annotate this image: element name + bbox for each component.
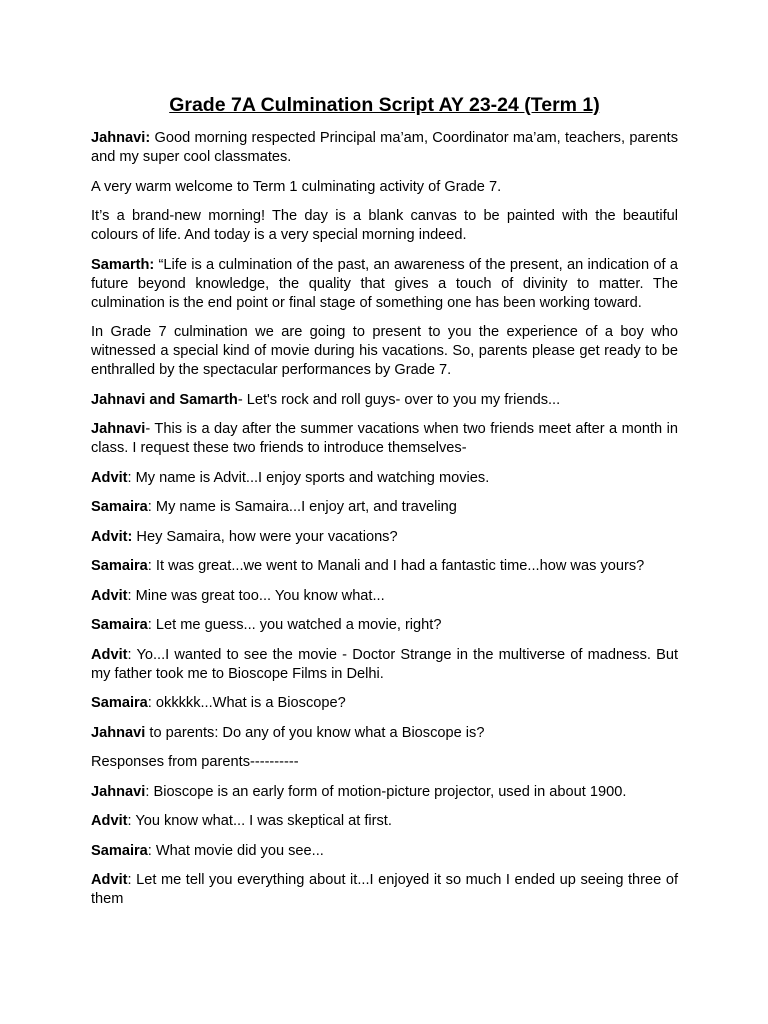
script-paragraph — [91, 753, 678, 772]
document-title: Grade 7A Culmination Script AY 23-24 (Term 1) — [169, 94, 600, 116]
paragraph-text: It’s a brand-new morning! The day is a blank canvas to be painted with the beautiful colours of life. And today is a very special morning indeed. — [91, 208, 678, 243]
script-paragraph — [91, 842, 678, 861]
document-body — [91, 129, 678, 909]
speaker-name: Samaira — [91, 842, 148, 859]
speaker-name: Samaira — [91, 617, 148, 633]
speaker-name: Jahnavi — [91, 724, 146, 741]
speaker-name: Advit — [91, 587, 128, 604]
paragraph-text: : My name is Advit...I enjoy sports and watching movies. — [127, 469, 490, 486]
speaker-name: Samaira — [91, 695, 148, 711]
paragraph-text: A very warm welcome to Term 1 culminating activity of Grade 7. — [91, 178, 502, 195]
script-paragraph — [91, 694, 678, 713]
paragraph-text: : My name is Samaira...I enjoy art, and traveling — [147, 499, 457, 515]
paragraph-text: - This is a day after the summer vacations when two friends meet after a month in class. I request these two friends to introduce themselves- — [91, 421, 678, 456]
paragraph-text: Responses from parents---------- — [91, 754, 299, 770]
paragraph-text: : Bioscope is an early form of motion-picture projector, used in about 1900. — [145, 783, 627, 800]
speaker-name: Jahnavi — [91, 783, 146, 800]
script-paragraph — [91, 724, 678, 743]
speaker-name: Samaira — [91, 558, 148, 574]
speaker-name: Samaira — [91, 499, 148, 515]
paragraph-text: : Let me guess... you watched a movie, right? — [147, 617, 442, 633]
paragraph-text: Hey Samaira, how were your vacations? — [132, 528, 398, 545]
script-paragraph — [91, 323, 678, 380]
speaker-name: Advit — [91, 872, 128, 888]
script-paragraph — [91, 256, 678, 313]
script-paragraph — [91, 469, 678, 488]
paragraph-text: “Life is a culmination of the past, an awareness of the present, an indication of a future beyond knowledge, the quality that gives a touch of divinity to matter. The culmination is the end point or final stage of something one has been working toward. — [91, 256, 678, 311]
paragraph-text: Good morning respected Principal ma’am, Coordinator ma’am, teachers, parents and my super cool classmates. — [91, 130, 678, 165]
script-paragraph — [91, 646, 678, 684]
script-paragraph — [91, 587, 678, 606]
paragraph-text: : It was great...we went to Manali and I had a fantastic time...how was yours? — [147, 558, 645, 574]
speaker-name: Jahnavi: — [91, 130, 151, 146]
script-paragraph — [91, 557, 678, 576]
script-paragraph — [91, 528, 678, 547]
paragraph-text: : You know what... I was skeptical at first. — [127, 813, 392, 829]
speaker-name: Advit — [91, 646, 128, 663]
speaker-name: Jahnavi and Samarth — [91, 391, 238, 408]
paragraph-text: : What movie did you see... — [147, 842, 324, 859]
paragraph-text: : Yo...I wanted to see the movie - Doctor Strange in the multiverse of madness. But my father took me to Bioscope Films in Delhi. — [91, 646, 678, 682]
speaker-name: Advit: — [91, 528, 133, 545]
script-paragraph — [91, 498, 678, 517]
paragraph-text: In Grade 7 culmination we are going to present to you the experience of a boy who witnessed a special kind of movie during his vacations. So, parents please get ready to be enthralled by the spectacular performances by Grade 7. — [91, 324, 678, 378]
speaker-name: Samarth: — [91, 256, 155, 273]
script-paragraph — [91, 812, 678, 831]
paragraph-text: to parents: Do any of you know what a Bioscope is? — [145, 724, 485, 741]
speaker-name: Advit — [91, 813, 128, 829]
script-paragraph — [91, 207, 678, 245]
paragraph-text: : Let me tell you everything about it...I enjoyed it so much I ended up seeing three of them — [91, 872, 678, 907]
script-paragraph — [91, 616, 678, 635]
script-paragraph — [91, 391, 678, 410]
paragraph-text: - Let's rock and roll guys- over to you my friends... — [237, 391, 561, 408]
script-paragraph — [91, 129, 678, 167]
script-paragraph — [91, 871, 678, 909]
script-paragraph — [91, 178, 678, 197]
script-paragraph — [91, 783, 678, 802]
paragraph-text: : okkkkk...What is a Bioscope? — [147, 695, 346, 711]
speaker-name: Jahnavi — [91, 421, 146, 437]
paragraph-text: : Mine was great too... You know what... — [127, 587, 385, 604]
speaker-name: Advit — [91, 469, 128, 486]
script-paragraph — [91, 420, 678, 458]
